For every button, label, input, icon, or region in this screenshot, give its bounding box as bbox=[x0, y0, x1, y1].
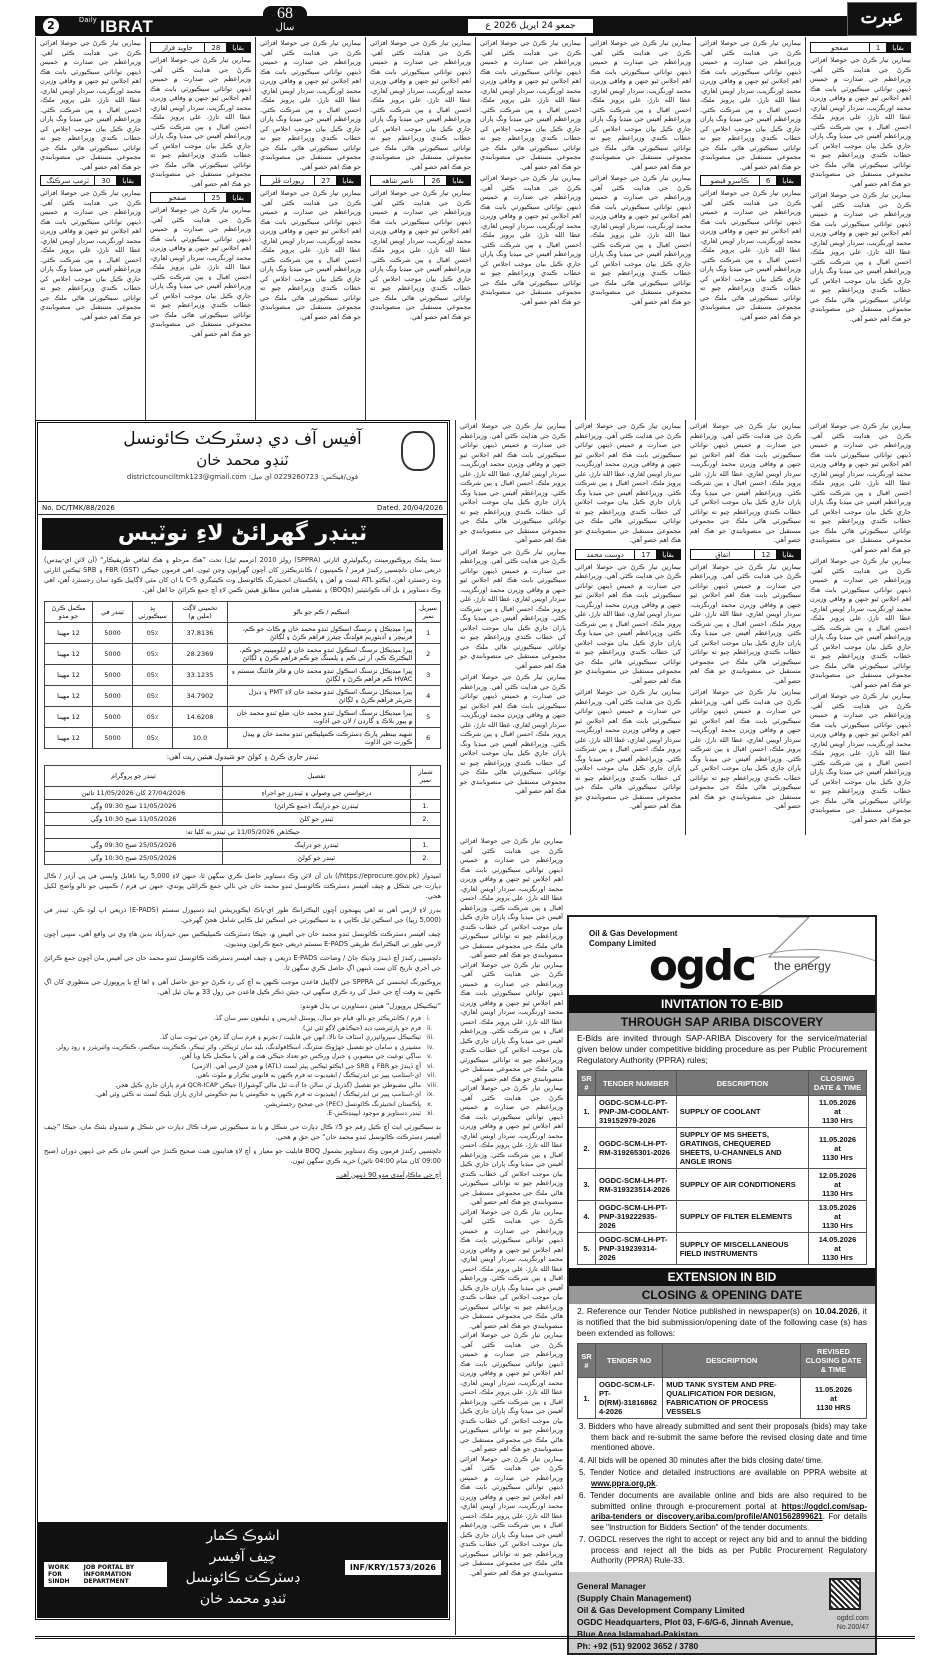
closing-time: 1130 Hrs bbox=[812, 1116, 863, 1125]
schedule-detail: ٽينڊرن جو ڊراپنگ (جمع ڪرائڻ) bbox=[223, 800, 411, 813]
closing-time: 1130 Hrs bbox=[812, 1253, 863, 1262]
notice-intro: سنڌ پبلڪ پروڪيورمينٽ ريگيوليٽري اٿارٽي (SPPRA) رولز 2010 (ترميم ٿيل) تحت ”هڪ مرحلو ۽ هڪ لفافي طريقيڪار“ (آن لائن اي-پيڊس) ذريعي سان دلچسپي رکندڙ فرمز / ڪمپنيون / ڪانٽريڪٽرز کان آڇون گهرايون وڃن ٿيون. اهي فرمون جيڪي FBR (GST) ۽ SRB ٽيڪس اٿارٽي وٽ رجسٽرڊ آهن، ايڪٽو ATL لسٽ ۾ آهن ۽ پاڪستان انجنيئرنگ ڪائونسل وٽ ڪيٽيگري C-5 يا ان کان مٿي لاڳاپيل ڪوڊ سان رجسٽرڊ آهن، اهي وڪ دستاويز ۽ بل آف ڪوانٽيٽيز (BOQs) ۽ تفصيلي هدايتن مطابق هيٺين ڪمن لاءِ آڇ جمع ڪرائڻ جا اهل آهن. bbox=[38, 553, 447, 597]
note-text: All bids will be opened 30 minutes after the bids closing date/ time. bbox=[587, 1456, 823, 1465]
scheme-name: پيرا ميڊيڪل نرسنگ اسڪول ٽنڊو محمد خان ۾ ايلومينيم جو ڪم، اليڪٽرڪ ڪم، آر ٽي ڪم ۽ پلمبنگ جو ڪم فراهم ڪرڻ ۽ لڳائڻ bbox=[228, 644, 416, 665]
sr-number: 5. bbox=[578, 1233, 596, 1265]
serial: 5 bbox=[416, 707, 441, 728]
requirement-text: اي-اسٽامپ پيپر تي انڊرٽيڪنگ / ايفيڊيوٽ ته فرم ڪنهن به قانوني تڪرار ۾ ملوث ناهي. bbox=[195, 1071, 421, 1081]
requirement-numeral: ii. bbox=[427, 1024, 441, 1034]
sr-number: 3. bbox=[578, 1169, 596, 1201]
notice-date: Dated. 20/04/2026 bbox=[377, 504, 443, 512]
scheme-name: شهيد بينظير پارڪ ڊسٽرڪٽ ڪمپليڪس ٽنڊو محمد خان ۾ پيڊل ڪورٽ جي اڏاوت bbox=[228, 728, 416, 749]
logo-tagline: the energy bbox=[774, 959, 831, 973]
closing-date: 14.05.2026 bbox=[812, 1235, 863, 1244]
closing-date-time bbox=[801, 1378, 867, 1419]
closing-date: 12.05.2026 bbox=[812, 1171, 863, 1180]
news-column-r1 bbox=[805, 420, 915, 835]
news-body: بيمارين تيار ڪرڻ جي حوصلا افزائي ڪرڻ جي هدايت ڪئي آهي. وزيراعظم جي صدارت ۾ خميس ڏينهن توانائي سيڪيورٽي بابت هڪ اهم اجلاس ٿيو جنهن ۾ وفاقي وزيرن محمد اورنگزيب، سردار اويس لغاري، عطا الله تارڙ، علي پرويز ملڪ، احسن اقبال ۽ ٻين شرڪت ڪئي. وزيراعظم آفيس جي ميڊيا ونگ پاران جاري ڪيل بيان موجب اجلاس کي خطاب ڪندي وزيراعظم چيو ته توانائي سيڪيورٽي هاڻي ملڪ جي مجموعي مستقبل جي منصوبابندي جو هڪ اهم حصو آهي. bbox=[460, 673, 566, 797]
signature-block bbox=[38, 1522, 447, 1617]
news-column-1 bbox=[805, 37, 915, 420]
year-label: سال bbox=[263, 22, 307, 34]
estimated-cost: 10.0 bbox=[173, 728, 228, 749]
note-text: OGDCL reserves the right to accept or reject any bid and to annul the bidding process and reject all the bids as per Public Procurement Regulatory Authority (PPRA) Rule-33. bbox=[588, 1535, 867, 1565]
news-body: بيمارين تيار ڪرڻ جي حوصلا افزائي ڪرڻ جي هدايت ڪئي آهي. وزيراعظم جي صدارت ۾ خميس ڏينهن توانائي سيڪيورٽي بابت هڪ اهم اجلاس ٿيو جنهن ۾ وفاقي وزيرن محمد اورنگزيب، سردار اويس لغاري، عطا الله تارڙ، علي پرويز ملڪ، احسن اقبال ۽ ٻين شرڪت ڪئي. وزيراعظم آفيس جي ميڊيا ونگ پاران جاري ڪيل بيان موجب اجلاس کي خطاب ڪندي وزيراعظم چيو ته توانائي سيڪيورٽي هاڻي ملڪ جي مجموعي مستقبل جي منصوبابندي جو هڪ اهم حصو آهي. bbox=[690, 688, 801, 812]
page-number: 2 bbox=[43, 18, 59, 34]
requirement-text: آڇ ڏيندڙ جو FBR ۽ SRB جي ايڪٽو ٽيڪس پيئر لسٽ (ATL) ۾ هجڻ لازمي آهي. (لازمي) bbox=[192, 1062, 421, 1072]
year-badge bbox=[263, 6, 307, 36]
requirement-numeral: xi. bbox=[427, 1109, 441, 1119]
page-bottom-rule bbox=[35, 1636, 915, 1639]
schedule-fallback-row bbox=[45, 826, 441, 839]
estimated-cost: 34.7902 bbox=[173, 686, 228, 707]
tender-description: SUPPLY OF AIR CONDITIONERS bbox=[676, 1169, 808, 1201]
tender-row bbox=[578, 1201, 867, 1233]
news-column-2 bbox=[695, 37, 805, 420]
requirement-item bbox=[44, 1100, 441, 1110]
office-contact: فون/فيڪس: 0229260723 اي ميل: districtcounciltmk123@gmail.com bbox=[38, 473, 447, 481]
tender-description: SUPPLY OF MS SHEETS, GRATINGS, CHEQUERED SHEETS, U-CHANNELS AND ANGLE IRONS bbox=[676, 1128, 808, 1169]
note-text-after: . bbox=[656, 1479, 658, 1488]
requirement-item bbox=[44, 1081, 441, 1091]
schedule-row bbox=[45, 800, 441, 813]
notice-paragraph-4: دلچسپي رکندڙ آڇ ڏيندڙ وڌيڪ ڄاڻ / وضاحت E-PADS ذريعي ۽ چيف آفيسر ڊسٽرڪٽ ڪائونسل ٽنڊو محمد خان جي آفيس مان آڇون جمع ڪرائڻ جي آخري تاريخ کان ست ڏينهن اڳ حاصل ڪري سگهن ٿا. bbox=[38, 951, 447, 975]
works-table-row bbox=[45, 707, 441, 728]
tender-number: OGDC-SCM-LH-PT-RM-319265301-2026 bbox=[596, 1128, 677, 1169]
company-name: Oil & Gas Development Company Limited bbox=[589, 929, 699, 949]
brand-name bbox=[79, 17, 153, 37]
tender-description: SUPPLY OF FILTER ELEMENTS bbox=[676, 1201, 808, 1233]
news-body: بيمارين تيار ڪرڻ جي حوصلا افزائي ڪرڻ جي هدايت ڪئي آهي. وزيراعظم جي صدارت ۾ خميس ڏينهن توانائي سيڪيورٽي بابت هڪ اهم اجلاس ٿيو جنهن ۾ وفاقي وزيرن محمد اورنگزيب، سردار اويس لغاري، عطا الله تارڙ، علي پرويز ملڪ، احسن اقبال ۽ ٻين شرڪت ڪئي. وزيراعظم آفيس جي ميڊيا ونگ پاران جاري ڪيل بيان موجب اجلاس کي خطاب ڪندي وزيراعظم چيو ته توانائي سيڪيورٽي هاڻي ملڪ جي مجموعي مستقبل جي منصوبابندي جو هڪ اهم حصو آهي. bbox=[700, 39, 801, 172]
news-column-7 bbox=[145, 37, 255, 420]
news-body: بيمارين تيار ڪرڻ جي حوصلا افزائي ڪرڻ جي هدايت ڪئي آهي. وزيراعظم جي صدارت ۾ خميس ڏينهن توانائي سيڪيورٽي بابت هڪ اهم اجلاس ٿيو جنهن ۾ وفاقي وزيرن محمد اورنگزيب، سردار اويس لغاري، عطا الله تارڙ، علي پرويز ملڪ، احسن اقبال ۽ ٻين شرڪت ڪئي. وزيراعظم آفيس جي ميڊيا ونگ پاران جاري ڪيل بيان موجب اجلاس کي خطاب ڪندي وزيراعظم چيو ته توانائي سيڪيورٽي هاڻي ملڪ جي مجموعي مستقبل جي منصوبابندي جو هڪ اهم حصو آهي. bbox=[40, 189, 141, 322]
news-body: بيمارين تيار ڪرڻ جي حوصلا افزائي ڪرڻ جي هدايت ڪئي آهي. وزيراعظم جي صدارت ۾ خميس ڏينهن توانائي سيڪيورٽي بابت هڪ اهم اجلاس ٿيو جنهن ۾ وفاقي وزيرن محمد اورنگزيب، سردار اويس لغاري، عطا الله تارڙ، علي پرويز ملڪ، احسن اقبال ۽ ٻين شرڪت ڪئي. وزيراعظم آفيس جي ميڊيا ونگ پاران جاري ڪيل بيان موجب اجلاس کي خطاب ڪندي وزيراعظم چيو ته توانائي سيڪيورٽي هاڻي ملڪ جي مجموعي مستقبل جي منصوبابندي جو هڪ اهم حصو آهي. bbox=[480, 174, 581, 307]
news-body: بيمارين تيار ڪرڻ جي حوصلا افزائي ڪرڻ جي هدايت ڪئي آهي. وزيراعظم جي صدارت ۾ خميس ڏينهن توانائي سيڪيورٽي بابت هڪ اهم اجلاس ٿيو جنهن ۾ وفاقي وزيرن محمد اورنگزيب، سردار اويس لغاري، عطا الله تارڙ، علي پرويز ملڪ، احسن اقبال ۽ ٻين شرڪت ڪئي. وزيراعظم آفيس جي ميڊيا ونگ پاران جاري ڪيل بيان موجب اجلاس کي خطاب ڪندي وزيراعظم چيو ته توانائي سيڪيورٽي هاڻي ملڪ جي مجموعي مستقبل جي منصوبابندي جو هڪ اهم حصو آهي. bbox=[460, 548, 566, 672]
sr-number: 2. bbox=[578, 1128, 596, 1169]
requirement-item bbox=[44, 1043, 441, 1053]
requirement-numeral: vii. bbox=[427, 1071, 441, 1081]
tender-row bbox=[578, 1128, 867, 1169]
works-table-row bbox=[45, 623, 441, 644]
bid-security: 05٪ bbox=[133, 623, 173, 644]
schedule-row bbox=[45, 813, 441, 826]
qr-caption bbox=[837, 1614, 869, 1632]
at-label: at bbox=[812, 1244, 863, 1253]
news-column-8 bbox=[35, 37, 145, 420]
estimated-cost: 37.8136 bbox=[173, 623, 228, 644]
requirement-text: پاڪستان انجنيئرنگ ڪائونسل (PEC) جي صحيح رجسٽريشن. bbox=[263, 1100, 421, 1110]
daily-label: Daily bbox=[79, 17, 97, 24]
requirement-text: اي-اسٽامپ پيپر تي انڊرٽيڪنگ / ايفيڊيوٽ ته فرم ڪنهن به حڪومتي يا نيم حڪومتي اداري پاران بليڪ لسٽ نه ڪئي وئي آهي. bbox=[95, 1090, 421, 1100]
schedule-table-header: شمار نمبر تفصيل ٽينڊر جو پروگرام bbox=[45, 766, 441, 787]
schedule-title: ٽينڊر جاري ڪرڻ ۽ کولڻ جو شيڊول هيٺين ريت آهي: bbox=[38, 753, 447, 761]
sr-number: 4. bbox=[578, 1201, 596, 1233]
signatory-title: چيف آفيسر bbox=[178, 1547, 308, 1568]
job-portal-right: JOB PORTAL BY INFORMATION DEPARTMENT bbox=[84, 1564, 163, 1585]
closing-date-time bbox=[809, 1201, 867, 1233]
news-body: بيمارين تيار ڪرڻ جي حوصلا افزائي ڪرڻ جي هدايت ڪئي آهي. وزيراعظم جي صدارت ۾ خميس ڏينهن توانائي سيڪيورٽي بابت هڪ اهم اجلاس ٿيو جنهن ۾ وفاقي وزيرن محمد اورنگزيب، سردار اويس لغاري، عطا الله تارڙ، علي پرويز ملڪ، احسن اقبال ۽ ٻين شرڪت ڪئي. وزيراعظم آفيس جي ميڊيا ونگ پاران جاري ڪيل بيان موجب اجلاس کي خطاب ڪندي وزيراعظم چيو ته توانائي سيڪيورٽي هاڻي ملڪ جي مجموعي مستقبل جي منصوبابندي جو هڪ اهم حصو آهي. bbox=[810, 692, 911, 825]
requirement-numeral: v. bbox=[427, 1052, 441, 1062]
government-emblem-icon bbox=[401, 431, 435, 471]
news-column-r5 bbox=[455, 835, 567, 1635]
schedule-serial: .1 bbox=[411, 800, 441, 813]
schedule-detail: ٽينڊرز جو ڊراپنگ bbox=[223, 839, 411, 852]
job-portal-left: WORK FOR SINDH bbox=[48, 1564, 81, 1585]
requirement-item bbox=[44, 1024, 441, 1034]
tender-fee: 5000 bbox=[93, 707, 133, 728]
tender-fee: 5000 bbox=[93, 644, 133, 665]
requirements-list bbox=[38, 1013, 447, 1120]
works-table-row bbox=[45, 665, 441, 686]
serial: 4 bbox=[416, 686, 441, 707]
news-body: بيمارين تيار ڪرڻ جي حوصلا افزائي ڪرڻ جي هدايت ڪئي آهي. وزيراعظم جي صدارت ۾ خميس ڏينهن توانائي سيڪيورٽي بابت هڪ اهم اجلاس ٿيو جنهن ۾ وفاقي وزيرن محمد اورنگزيب، سردار اويس لغاري، عطا الله تارڙ، علي پرويز ملڪ، احسن اقبال ۽ ٻين شرڪت ڪئي. وزيراعظم آفيس جي ميڊيا ونگ پاران جاري ڪيل بيان موجب اجلاس کي خطاب ڪندي وزيراعظم چيو ته توانائي سيڪيورٽي هاڻي ملڪ جي مجموعي مستقبل جي منصوبابندي جو هڪ اهم حصو آهي. bbox=[370, 39, 471, 172]
news-body: بيمارين تيار ڪرڻ جي حوصلا افزائي ڪرڻ جي هدايت ڪئي آهي. وزيراعظم جي صدارت ۾ خميس ڏينهن توانائي سيڪيورٽي بابت هڪ اهم اجلاس ٿيو جنهن ۾ وفاقي وزيرن محمد اورنگزيب، سردار اويس لغاري، عطا الله تارڙ، علي پرويز ملڪ، احسن اقبال ۽ ٻين شرڪت ڪئي. وزيراعظم آفيس جي ميڊيا ونگ پاران جاري ڪيل بيان موجب اجلاس کي خطاب ڪندي وزيراعظم چيو ته توانائي سيڪيورٽي هاڻي ملڪ جي مجموعي مستقبل جي منصوبابندي جو هڪ اهم حصو آهي. bbox=[575, 422, 681, 546]
tender-body bbox=[38, 423, 447, 1522]
notice-paragraph-2: بڊرز لاءِ لازمي آهي ته اهي پنهنجون آڇون اليڪٽرانڪ طور اي-پاڪ ايڪويزيشن اينڊ ڊسپوزل سسٽم (E-PADS) ذريعي اپ لوڊ ڪن. ٽينڊر في (5,000 رپيا) جي اسڪين ٿيل ڪاپي ۽ بڊ سيڪيورٽي جي اسڪين ٿيل ڪاپي شامل هجڻ گهرجي. bbox=[38, 903, 447, 927]
bid-security: 05٪ bbox=[133, 665, 173, 686]
tender-number: OGDC-SCM-LC-PT-PNP-JM-COOLANT-319152979-2026 bbox=[596, 1096, 677, 1128]
schedule-time: 11/05/2026 صبح 10:30 وڳي bbox=[45, 813, 223, 826]
news-column-r4 bbox=[455, 420, 570, 835]
schedule-row bbox=[45, 852, 441, 865]
requirement-numeral: vi. bbox=[427, 1062, 441, 1072]
office-place: ٽنڊو محمد خان bbox=[38, 451, 447, 469]
scheme-name: پيرا ميڊيڪل نرسنگ اسڪول ٽنڊو محمد خان ۾ فائر فائٽنگ سسٽم ۽ HVAC ڪم فراهم ڪرڻ ۽ لڳائڻ bbox=[228, 665, 416, 686]
ogdc-contact bbox=[569, 1572, 875, 1655]
estimated-cost: 14.6208 bbox=[173, 707, 228, 728]
brand-title: IBRAT bbox=[100, 17, 153, 36]
at-label: at bbox=[804, 1394, 863, 1403]
closing-date: 13.05.2026 bbox=[812, 1203, 863, 1212]
office-title: آفيس آف دي ڊسٽرڪٽ ڪائونسل bbox=[38, 423, 447, 449]
closing-paragraph-3: آڇ جي ماڪارآمدي مدو 90 ڏينهن آهي. bbox=[38, 1168, 447, 1182]
news-body: بيمارين تيار ڪرڻ جي حوصلا افزائي ڪرڻ جي هدايت ڪئي آهي. وزيراعظم جي صدارت ۾ خميس ڏينهن توانائي سيڪيورٽي بابت هڪ اهم اجلاس ٿيو جنهن ۾ وفاقي وزيرن محمد اورنگزيب، سردار اويس لغاري، عطا الله تارڙ، علي پرويز ملڪ، احسن اقبال ۽ ٻين شرڪت ڪئي. وزيراعظم آفيس جي ميڊيا ونگ پاران جاري ڪيل بيان موجب اجلاس کي خطاب ڪندي وزيراعظم چيو ته توانائي سيڪيورٽي هاڻي ملڪ جي مجموعي مستقبل جي منصوبابندي جو هڪ اهم حصو آهي. bbox=[460, 1331, 563, 1455]
serial: 1 bbox=[416, 623, 441, 644]
tender-fee: 5000 bbox=[93, 686, 133, 707]
continuation-tag: بقايا 27 زيورات ڦلر bbox=[260, 175, 361, 186]
note-item bbox=[569, 1490, 875, 1534]
closing-time: 1130 HRS bbox=[804, 1403, 863, 1412]
news-body: بيمارين تيار ڪرڻ جي حوصلا افزائي ڪرڻ جي هدايت ڪئي آهي. وزيراعظم جي صدارت ۾ خميس ڏينهن توانائي سيڪيورٽي بابت هڪ اهم اجلاس ٿيو جنهن ۾ وفاقي وزيرن محمد اورنگزيب، سردار اويس لغاري، عطا الله تارڙ، علي پرويز ملڪ، احسن اقبال ۽ ٻين شرڪت ڪئي. وزيراعظم آفيس جي ميڊيا ونگ پاران جاري ڪيل بيان موجب اجلاس کي خطاب ڪندي وزيراعظم چيو ته توانائي سيڪيورٽي هاڻي ملڪ جي مجموعي مستقبل جي منصوبابندي جو هڪ اهم حصو آهي. bbox=[810, 56, 911, 189]
scheme-name: پيرا ميڊيڪل ۽ نرسنگ اسڪول ٽنڊو محمد خان ۾ ڪاٺ جو ڪم، فرنيچر ۽ آڊيٽوريم فولڊنگ چيئرز فراهم ڪرڻ ۽ لڳائڻ bbox=[228, 623, 416, 644]
continuation-tag: بقايا 28 جاويد فراز bbox=[150, 42, 251, 53]
note-item bbox=[569, 1421, 875, 1455]
news-body: بيمارين تيار ڪرڻ جي حوصلا افزائي ڪرڻ جي هدايت ڪئي آهي. وزيراعظم جي صدارت ۾ خميس ڏينهن توانائي سيڪيورٽي بابت هڪ اهم اجلاس ٿيو جنهن ۾ وفاقي وزيرن محمد اورنگزيب، سردار اويس لغاري، عطا الله تارڙ، علي پرويز ملڪ، احسن اقبال ۽ ٻين شرڪت ڪئي. وزيراعظم آفيس جي ميڊيا ونگ پاران جاري ڪيل بيان موجب اجلاس کي خطاب ڪندي وزيراعظم چيو ته توانائي سيڪيورٽي هاڻي ملڪ جي مجموعي مستقبل جي منصوبابندي جو هڪ اهم حصو آهي. bbox=[40, 39, 141, 172]
news-columns-right bbox=[455, 420, 915, 835]
news-body: بيمارين تيار ڪرڻ جي حوصلا افزائي ڪرڻ جي هدايت ڪئي آهي. وزيراعظم جي صدارت ۾ خميس ڏينهن توانائي سيڪيورٽي بابت هڪ اهم اجلاس ٿيو جنهن ۾ وفاقي وزيرن محمد اورنگزيب، سردار اويس لغاري، عطا الله تارڙ، علي پرويز ملڪ، احسن اقبال ۽ ٻين شرڪت ڪئي. وزيراعظم آفيس جي ميڊيا ونگ پاران جاري ڪيل بيان موجب اجلاس کي خطاب ڪندي وزيراعظم چيو ته توانائي سيڪيورٽي هاڻي ملڪ جي مجموعي مستقبل جي منصوبابندي جو هڪ اهم حصو آهي. bbox=[590, 39, 691, 172]
notice-banner: ٽينڊر گهرائڻ لاءِ نوٽيس bbox=[42, 518, 443, 550]
note-text: Tender Notice and detailed instructions are available on PPRA website at bbox=[590, 1468, 867, 1477]
schedule-time: 25/05/2026 صبح 09:30 وڳي bbox=[45, 839, 223, 852]
news-column-3 bbox=[585, 37, 695, 420]
closing-date: 11.05.2026 bbox=[812, 1135, 863, 1144]
requirement-item bbox=[44, 1052, 441, 1062]
extension-table-header: SR # TENDER NO DESCRIPTION REVISED CLOSING DATE & TIME bbox=[578, 1344, 867, 1378]
heading-extension: EXTENSION IN BID bbox=[569, 1268, 875, 1286]
completion-period: 12 مهينا bbox=[45, 707, 93, 728]
signatory-office: ڊسٽرڪٽ ڪائونسل bbox=[178, 1568, 308, 1589]
at-label: at bbox=[812, 1107, 863, 1116]
contact-line: (Supply Chain Management) bbox=[577, 1592, 867, 1604]
schedule-detail: ٽينڊر جو کولڻ bbox=[223, 852, 411, 865]
news-body: بيمارين تيار ڪرڻ جي حوصلا افزائي ڪرڻ جي هدايت ڪئي آهي. وزيراعظم جي صدارت ۾ خميس ڏينهن توانائي سيڪيورٽي بابت هڪ اهم اجلاس ٿيو جنهن ۾ وفاقي وزيرن محمد اورنگزيب، سردار اويس لغاري، عطا الله تارڙ، علي پرويز ملڪ، احسن اقبال ۽ ٻين شرڪت ڪئي. وزيراعظم آفيس جي ميڊيا ونگ پاران جاري ڪيل بيان موجب اجلاس کي خطاب ڪندي وزيراعظم چيو ته توانائي سيڪيورٽي هاڻي ملڪ جي مجموعي مستقبل جي منصوبابندي جو هڪ اهم حصو آهي. bbox=[810, 557, 911, 690]
news-body: بيمارين تيار ڪرڻ جي حوصلا افزائي ڪرڻ جي هدايت ڪئي آهي. وزيراعظم جي صدارت ۾ خميس ڏينهن توانائي سيڪيورٽي بابت هڪ اهم اجلاس ٿيو جنهن ۾ وفاقي وزيرن محمد اورنگزيب، سردار اويس لغاري، عطا الله تارڙ، علي پرويز ملڪ، احسن اقبال ۽ ٻين شرڪت ڪئي. وزيراعظم آفيس جي ميڊيا ونگ پاران جاري ڪيل بيان موجب اجلاس کي خطاب ڪندي وزيراعظم چيو ته توانائي سيڪيورٽي هاڻي ملڪ جي مجموعي مستقبل جي منصوبابندي جو هڪ اهم حصو آهي. bbox=[460, 1208, 563, 1332]
continuation-tag: بقايا 17 دوست محمد bbox=[575, 549, 681, 560]
news-body: بيمارين تيار ڪرڻ جي حوصلا افزائي ڪرڻ جي هدايت ڪئي آهي. وزيراعظم جي صدارت ۾ خميس ڏينهن توانائي سيڪيورٽي بابت هڪ اهم اجلاس ٿيو جنهن ۾ وفاقي وزيرن محمد اورنگزيب، سردار اويس لغاري، عطا الله تارڙ، علي پرويز ملڪ، احسن اقبال ۽ ٻين شرڪت ڪئي. وزيراعظم آفيس جي ميڊيا ونگ پاران جاري ڪيل بيان موجب اجلاس کي خطاب ڪندي وزيراعظم چيو ته توانائي سيڪيورٽي هاڻي ملڪ جي مجموعي مستقبل جي منصوبابندي جو هڪ اهم حصو آهي. bbox=[575, 688, 681, 812]
note-number: 6. bbox=[579, 1491, 586, 1500]
serial: 3 bbox=[416, 665, 441, 686]
serial: 2 bbox=[416, 644, 441, 665]
ebid-intro: E-Bids are invited through SAP-ARIBA Discovery for the service/material given below under competitive bidding procedure as per Public Procurement Regulatory Authority (PPRA) rules; bbox=[569, 1031, 875, 1068]
tender-number: OGDC-SCM-LH-PT-PNP-319239314-2026 bbox=[596, 1233, 677, 1265]
completion-period: 12 مهينا bbox=[45, 623, 93, 644]
ogdc-logo: ogdc bbox=[649, 941, 755, 990]
scheme-name: پيرا ميڊيڪل نرسنگ اسڪول ٽنڊو محمد خان، ضلع ٽنڊو محمد خان ۾ پيور بلاڪ ۽ گارڊن / لان جي اڏاوت bbox=[228, 707, 416, 728]
works-table-header: سيريل نمبر اسڪيم / ڪم جو نالو تخميني لاڳت (ملين ۾) بِڊ سيڪيورٽي ٽينڊر في مڪمل ڪرڻ جو مدو bbox=[45, 602, 441, 623]
requirement-numeral: ix. bbox=[427, 1090, 441, 1100]
closing-date-time bbox=[809, 1096, 867, 1128]
requirement-text: مشينري ۽ سامان جو تفصيل جهڙوڪ شٽرنگ، اسڪافولڊنگ، بليڊ سان ٽريڪٽر، واٽر ٽينڪر، ڪنڪريٽ ميڪسر، ڪنڪريٽ وائبريٽرز ۽ روڊ رولر. bbox=[56, 1043, 421, 1053]
fallback-note: جيڪڏهن 11/05/2026 تي ٽينڊر نه کليا ته: bbox=[45, 826, 441, 839]
note-item bbox=[569, 1534, 875, 1568]
ebid-table bbox=[577, 1070, 867, 1265]
requirement-numeral: viii. bbox=[427, 1081, 441, 1091]
extension-table bbox=[577, 1343, 867, 1419]
news-body: بيمارين تيار ڪرڻ جي حوصلا افزائي ڪرڻ جي هدايت ڪئي آهي. وزيراعظم جي صدارت ۾ خميس ڏينهن توانائي سيڪيورٽي بابت هڪ اهم اجلاس ٿيو جنهن ۾ وفاقي وزيرن محمد اورنگزيب، سردار اويس لغاري، عطا الله تارڙ، علي پرويز ملڪ، احسن اقبال ۽ ٻين شرڪت ڪئي. وزيراعظم آفيس جي ميڊيا ونگ پاران جاري ڪيل بيان موجب اجلاس کي خطاب ڪندي وزيراعظم چيو ته توانائي سيڪيورٽي هاڻي ملڪ جي مجموعي مستقبل جي منصوبابندي جو هڪ اهم حصو آهي. bbox=[460, 961, 563, 1085]
news-body: بيمارين تيار ڪرڻ جي حوصلا افزائي ڪرڻ جي هدايت ڪئي آهي. وزيراعظم جي صدارت ۾ خميس ڏينهن توانائي سيڪيورٽي بابت هڪ اهم اجلاس ٿيو جنهن ۾ وفاقي وزيرن محمد اورنگزيب، سردار اويس لغاري، عطا الله تارڙ، علي پرويز ملڪ، احسن اقبال ۽ ٻين شرڪت ڪئي. وزيراعظم آفيس جي ميڊيا ونگ پاران جاري ڪيل بيان موجب اجلاس کي خطاب ڪندي وزيراعظم چيو ته توانائي سيڪيورٽي هاڻي ملڪ جي مجموعي مستقبل جي منصوبابندي جو هڪ اهم حصو آهي. bbox=[260, 189, 361, 322]
notice-paragraph-1: اميدوار (https://eprocure.gov.pk/) تان آن لائن وڪ دستاويز حاصل ڪري سگهن ٿا، جنهن لاءِ 5,000 رپيا ناقابل واپسي في پي آرڊر / ڪال ڊپازٽ جي شڪل ۾ چيف آفيسر ڊسٽرڪٽ ڪائونسل ٽنڊو محمد خان جي نالي جمع ڪرائڻي پوندي، جنهن تي فرم / ڪمپني جو نالو واضح لکيل هجي. bbox=[38, 869, 447, 903]
closing-time: 1130 Hrs bbox=[812, 1189, 863, 1198]
closing-paragraph-1: بڊ سيڪيورٽي ايٽ آڇ ڪيل رقم جو 5٪ ڪال ڊپازٽ جي شڪل ۾ يا بڊ سيڪيورٽي صرف ڪال ڊپازٽ جي شڪل ۾ شيڊولڊ بئنڪ مان، جيڪا ”چيف آفيسر ڊسٽرڪٽ ڪائونسل ٽنڊو محمد خان“ جي حق ۾ هجي. bbox=[38, 1120, 447, 1144]
news-column-r2 bbox=[685, 420, 805, 835]
continuation-tag: بقايا 12 اتفاق bbox=[690, 549, 801, 560]
schedule-serial: .2 bbox=[411, 852, 441, 865]
signatory-place: ٽنڊو محمد خان bbox=[178, 1589, 308, 1610]
heading-ariba: THROUGH SAP ARIBA DISCOVERY bbox=[569, 1013, 875, 1031]
tender-notice-ad bbox=[35, 420, 450, 1620]
bid-security: 05٪ bbox=[133, 728, 173, 749]
requirement-item bbox=[44, 1033, 441, 1043]
requirement-text: فرم جو پارٽنرشپ ڊيڊ (جيڪڏهن لاڳو ٿئي ٿي). bbox=[301, 1024, 421, 1034]
ogdc-notes bbox=[569, 1421, 875, 1568]
qr-code-icon[interactable] bbox=[829, 1578, 861, 1610]
note-number: 7. bbox=[579, 1535, 586, 1544]
at-label: at bbox=[812, 1144, 863, 1153]
continuation-tag: بقايا 26 ناصر شاهه bbox=[370, 175, 471, 186]
requirement-numeral: iv. bbox=[427, 1043, 441, 1053]
news-body: بيمارين تيار ڪرڻ جي حوصلا افزائي ڪرڻ جي هدايت ڪئي آهي. وزيراعظم جي صدارت ۾ خميس ڏينهن توانائي سيڪيورٽي بابت هڪ اهم اجلاس ٿيو جنهن ۾ وفاقي وزيرن محمد اورنگزيب، سردار اويس لغاري، عطا الله تارڙ، علي پرويز ملڪ، احسن اقبال ۽ ٻين شرڪت ڪئي. وزيراعظم آفيس جي ميڊيا ونگ پاران جاري ڪيل بيان موجب اجلاس کي خطاب ڪندي وزيراعظم چيو ته توانائي سيڪيورٽي هاڻي ملڪ جي مجموعي مستقبل جي منصوبابندي جو هڪ اهم حصو آهي. bbox=[460, 422, 566, 546]
tender-number: OGDC-SCM-LH-PT-RM-319323514-2026 bbox=[596, 1169, 677, 1201]
tender-row bbox=[578, 1096, 867, 1128]
requirement-text: مالي مضبوطي جو تفصيل (گذريل ٽن سالن جا آڊٽ ٿيل مالي گوشوارا) جيڪي QCR-ICAP فرم پاران جاري ڪيل هجن. bbox=[114, 1081, 421, 1091]
news-body: بيمارين تيار ڪرڻ جي حوصلا افزائي ڪرڻ جي هدايت ڪئي آهي. وزيراعظم جي صدارت ۾ خميس ڏينهن توانائي سيڪيورٽي بابت هڪ اهم اجلاس ٿيو جنهن ۾ وفاقي وزيرن محمد اورنگزيب، سردار اويس لغاري، عطا الله تارڙ، علي پرويز ملڪ، احسن اقبال ۽ ٻين شرڪت ڪئي. وزيراعظم آفيس جي ميڊيا ونگ پاران جاري ڪيل بيان موجب اجلاس کي خطاب ڪندي وزيراعظم چيو ته توانائي سيڪيورٽي هاڻي ملڪ جي مجموعي مستقبل جي منصوبابندي جو هڪ اهم حصو آهي. bbox=[460, 1084, 563, 1208]
note-text: Bidders who have already submitted and sent their proposals (bids) may take them back and re-submit the same before the revised closing date and time mentioned above. bbox=[588, 1422, 867, 1452]
issue-date: جمعو 24 اپريل 2026 ع bbox=[468, 19, 593, 33]
tender-description: SUPPLY OF MISCELLANEOUS FIELD INSTRUMENTS bbox=[676, 1233, 808, 1265]
schedule-time: 25/05/2026 صبح 10:30 وڳي bbox=[45, 852, 223, 865]
tender-fee: 5000 bbox=[93, 665, 133, 686]
closing-paragraph-2: دلچسپي رکندڙ فرمون وڪ دستاويز بشمول BOQ قابليت جو معيار ۽ آڇ لاءِ هدايتون هيٺ صحيح ڪندڙ جي آفيس مان ڪم جي ڏينهن دوران (صبح 09:00 کان شام 04:00 تائين) خريد ڪري سگهن ٿيون. bbox=[38, 1144, 447, 1168]
note-item bbox=[569, 1455, 875, 1468]
requirement-item bbox=[44, 1109, 441, 1119]
closing-time: 1130 Hrs bbox=[812, 1221, 863, 1230]
note-number: 5. bbox=[579, 1468, 586, 1477]
news-column-6 bbox=[255, 37, 365, 420]
news-body: بيمارين تيار ڪرڻ جي حوصلا افزائي ڪرڻ جي هدايت ڪئي آهي. وزيراعظم جي صدارت ۾ خميس ڏينهن توانائي سيڪيورٽي بابت هڪ اهم اجلاس ٿيو جنهن ۾ وفاقي وزيرن محمد اورنگزيب، سردار اويس لغاري، عطا الله تارڙ، علي پرويز ملڪ، احسن اقبال ۽ ٻين شرڪت ڪئي. وزيراعظم آفيس جي ميڊيا ونگ پاران جاري ڪيل بيان موجب اجلاس کي خطاب ڪندي وزيراعظم چيو ته توانائي سيڪيورٽي هاڻي ملڪ جي مجموعي مستقبل جي منصوبابندي جو هڪ اهم حصو آهي. bbox=[590, 174, 691, 307]
tender-description: MUD TANK SYSTEM AND PRE-QUALIFICATION FOR DESIGN, FABRICATION OF PROCESS VESSELS bbox=[663, 1378, 801, 1419]
completion-period: 12 مهينا bbox=[45, 728, 93, 749]
news-body: بيمارين تيار ڪرڻ جي حوصلا افزائي ڪرڻ جي هدايت ڪئي آهي. وزيراعظم جي صدارت ۾ خميس ڏينهن توانائي سيڪيورٽي بابت هڪ اهم اجلاس ٿيو جنهن ۾ وفاقي وزيرن محمد اورنگزيب، سردار اويس لغاري، عطا الله تارڙ، علي پرويز ملڪ، احسن اقبال ۽ ٻين شرڪت ڪئي. وزيراعظم آفيس جي ميڊيا ونگ پاران جاري ڪيل بيان موجب اجلاس کي خطاب ڪندي وزيراعظم چيو ته توانائي سيڪيورٽي هاڻي ملڪ جي مجموعي مستقبل جي منصوبابندي جو هڪ اهم حصو آهي. bbox=[690, 422, 801, 546]
signatory-name: اشوڪ ڪمار bbox=[178, 1526, 308, 1547]
ad-number: No.200/47 bbox=[837, 1623, 869, 1632]
schedule-serial: .2 bbox=[411, 813, 441, 826]
notice-paragraph-6: ”ٽيڪنيڪل پروپوزل“ هيٺين دستاويزن تي ٻڌل هوندو: bbox=[38, 999, 447, 1013]
tender-row bbox=[578, 1169, 867, 1201]
news-body: بيمارين تيار ڪرڻ جي حوصلا افزائي ڪرڻ جي هدايت ڪئي آهي. وزيراعظم جي صدارت ۾ خميس ڏينهن توانائي سيڪيورٽي بابت هڪ اهم اجلاس ٿيو جنهن ۾ وفاقي وزيرن محمد اورنگزيب، سردار اويس لغاري، عطا الله تارڙ، علي پرويز ملڪ، احسن اقبال ۽ ٻين شرڪت ڪئي. وزيراعظم آفيس جي ميڊيا ونگ پاران جاري ڪيل بيان موجب اجلاس کي خطاب ڪندي وزيراعظم چيو ته توانائي سيڪيورٽي هاڻي ملڪ جي مجموعي مستقبل جي منصوبابندي جو هڪ اهم حصو آهي. bbox=[700, 189, 801, 322]
estimated-cost: 28.2369 bbox=[173, 644, 228, 665]
requirement-text: ٽيڪنيڪل سپروائيزري اسٽاف جا نالا، انهن جي قابليت / تجربو ۽ فرم سان گڏ رهڻ جي ثبوت سان گڏ. bbox=[160, 1033, 421, 1043]
works-table-row bbox=[45, 686, 441, 707]
completion-period: 12 مهينا bbox=[45, 686, 93, 707]
ebid-table-header: SR # TENDER NUMBER DESCRIPTION CLOSING DATE & TIME bbox=[578, 1071, 867, 1096]
contact-line: General Manager bbox=[577, 1580, 867, 1592]
sr-number: 1. bbox=[578, 1378, 596, 1419]
works-table bbox=[44, 601, 441, 749]
schedule-time: 27/04/2026 کان 11/05/2026 تائين bbox=[45, 787, 223, 800]
news-body: بيمارين تيار ڪرڻ جي حوصلا افزائي ڪرڻ جي هدايت ڪئي آهي. وزيراعظم جي صدارت ۾ خميس ڏينهن توانائي سيڪيورٽي بابت هڪ اهم اجلاس ٿيو جنهن ۾ وفاقي وزيرن محمد اورنگزيب، سردار اويس لغاري، عطا الله تارڙ، علي پرويز ملڪ، احسن اقبال ۽ ٻين شرڪت ڪئي. وزيراعظم آفيس جي ميڊيا ونگ پاران جاري ڪيل بيان موجب اجلاس کي خطاب ڪندي وزيراعظم چيو ته توانائي سيڪيورٽي هاڻي ملڪ جي مجموعي مستقبل جي منصوبابندي جو هڪ اهم حصو آهي. bbox=[150, 56, 251, 189]
bid-security: 05٪ bbox=[133, 644, 173, 665]
scheme-name: پيرا ميڊيڪل نرسنگ اسڪول ٽنڊو محمد خان لاءِ PMT ۽ ڊيزل جنريٽر فراهم ڪرڻ ۽ لڳائڻ bbox=[228, 686, 416, 707]
note-item bbox=[569, 1467, 875, 1490]
requirement-text: فرم / ڪانٽريڪٽر جو نالو، قيام جو سال، پوسٽل ايڊريس ۽ ٽيليفون نمبر سان گڏ. bbox=[214, 1014, 421, 1024]
tender-fee: 5000 bbox=[93, 623, 133, 644]
schedule-detail: ٽينڊر جو کلڻ bbox=[223, 813, 411, 826]
note-number: 4. bbox=[579, 1456, 586, 1465]
news-column-5 bbox=[365, 37, 475, 420]
news-body: بيمارين تيار ڪرڻ جي حوصلا افزائي ڪرڻ جي هدايت ڪئي آهي. وزيراعظم جي صدارت ۾ خميس ڏينهن توانائي سيڪيورٽي بابت هڪ اهم اجلاس ٿيو جنهن ۾ وفاقي وزيرن محمد اورنگزيب، سردار اويس لغاري، عطا الله تارڙ، علي پرويز ملڪ، احسن اقبال ۽ ٻين شرڪت ڪئي. وزيراعظم آفيس جي ميڊيا ونگ پاران جاري ڪيل بيان موجب اجلاس کي خطاب ڪندي وزيراعظم چيو ته توانائي سيڪيورٽي هاڻي ملڪ جي مجموعي مستقبل جي منصوبابندي جو هڪ اهم حصو آهي. bbox=[480, 39, 581, 172]
note-link[interactable]: www.ppra.org.pk bbox=[591, 1479, 656, 1488]
note-number: 3. bbox=[579, 1422, 586, 1431]
news-column-4 bbox=[475, 37, 585, 420]
closing-date: 11.05.2026 bbox=[812, 1098, 863, 1107]
works-table-row bbox=[45, 644, 441, 665]
at-label: at bbox=[812, 1212, 863, 1221]
ogdc-ebid-ad bbox=[567, 915, 877, 1655]
notice-paragraph-3: چيف آفيسر ڊسٽرڪٽ ڪائونسل ٽنڊو محمد خان جي آفيس ۾، جيڪا ڊسٽرڪٽ ڪمپليڪس مين حيدرآباد بدين هاءِ وي تي واقع آهي، سڀني آڇون لازمي طور تي اليڪٽرانڪ طريقي E-PADS سسٽم ذريعي جمع ڪرايون وينديون. bbox=[38, 927, 447, 951]
closing-date-time bbox=[809, 1233, 867, 1265]
schedule-serial bbox=[411, 787, 441, 800]
requirement-item bbox=[44, 1014, 441, 1024]
schedule-serial: .1 bbox=[411, 839, 441, 852]
contact-line: Blue Area Islamabad-Pakistan. bbox=[577, 1628, 867, 1640]
bid-security: 05٪ bbox=[133, 707, 173, 728]
signatory bbox=[178, 1526, 308, 1610]
news-body: بيمارين تيار ڪرڻ جي حوصلا افزائي ڪرڻ جي هدايت ڪئي آهي. وزيراعظم جي صدارت ۾ خميس ڏينهن توانائي سيڪيورٽي بابت هڪ اهم اجلاس ٿيو جنهن ۾ وفاقي وزيرن محمد اورنگزيب، سردار اويس لغاري، عطا الله تارڙ، علي پرويز ملڪ، احسن اقبال ۽ ٻين شرڪت ڪئي. وزيراعظم آفيس جي ميڊيا ونگ پاران جاري ڪيل بيان موجب اجلاس کي خطاب ڪندي وزيراعظم چيو ته توانائي سيڪيورٽي هاڻي ملڪ جي مجموعي مستقبل جي منصوبابندي جو هڪ اهم حصو آهي. bbox=[460, 1455, 563, 1579]
news-body: بيمارين تيار ڪرڻ جي حوصلا افزائي ڪرڻ جي هدايت ڪئي آهي. وزيراعظم جي صدارت ۾ خميس ڏينهن توانائي سيڪيورٽي بابت هڪ اهم اجلاس ٿيو جنهن ۾ وفاقي وزيرن محمد اورنگزيب، سردار اويس لغاري، عطا الله تارڙ، علي پرويز ملڪ، احسن اقبال ۽ ٻين شرڪت ڪئي. وزيراعظم آفيس جي ميڊيا ونگ پاران جاري ڪيل بيان موجب اجلاس کي خطاب ڪندي وزيراعظم چيو ته توانائي سيڪيورٽي هاڻي ملڪ جي مجموعي مستقبل جي منصوبابندي جو هڪ اهم حصو آهي. bbox=[690, 563, 801, 687]
note-text-after: . For details see "Instruction for Bidders Section" of the tender documents. bbox=[591, 1512, 867, 1532]
news-body: بيمارين تيار ڪرڻ جي حوصلا افزائي ڪرڻ جي هدايت ڪئي آهي. وزيراعظم جي صدارت ۾ خميس ڏينهن توانائي سيڪيورٽي بابت هڪ اهم اجلاس ٿيو جنهن ۾ وفاقي وزيرن محمد اورنگزيب، سردار اويس لغاري، عطا الله تارڙ، علي پرويز ملڪ، احسن اقبال ۽ ٻين شرڪت ڪئي. وزيراعظم آفيس جي ميڊيا ونگ پاران جاري ڪيل بيان موجب اجلاس کي خطاب ڪندي وزيراعظم چيو ته توانائي سيڪيورٽي هاڻي ملڪ جي مجموعي مستقبل جي منصوبابندي جو هڪ اهم حصو آهي. bbox=[460, 837, 563, 961]
at-label: at bbox=[812, 1180, 863, 1189]
job-portal-badge bbox=[44, 1562, 167, 1587]
schedule-time: 11/05/2026 صبح 09:30 وڳي bbox=[45, 800, 223, 813]
year-number: 68 bbox=[263, 6, 307, 22]
contact-phone: Ph: +92 (51) 92002 3652 / 3780 bbox=[577, 1640, 867, 1652]
newspaper-logo: عبرت bbox=[847, 2, 917, 36]
news-columns bbox=[35, 37, 915, 420]
tender-row bbox=[578, 1233, 867, 1265]
contact-line: Oil & Gas Development Company Limited bbox=[577, 1604, 867, 1616]
news-body: بيمارين تيار ڪرڻ جي حوصلا افزائي ڪرڻ جي هدايت ڪئي آهي. وزيراعظم جي صدارت ۾ خميس ڏينهن توانائي سيڪيورٽي بابت هڪ اهم اجلاس ٿيو جنهن ۾ وفاقي وزيرن محمد اورنگزيب، سردار اويس لغاري، عطا الله تارڙ، علي پرويز ملڪ، احسن اقبال ۽ ٻين شرڪت ڪئي. وزيراعظم آفيس جي ميڊيا ونگ پاران جاري ڪيل بيان موجب اجلاس کي خطاب ڪندي وزيراعظم چيو ته توانائي سيڪيورٽي هاڻي ملڪ جي مجموعي مستقبل جي منصوبابندي جو هڪ اهم حصو آهي. bbox=[810, 422, 911, 555]
estimated-cost: 33.1235 bbox=[173, 665, 228, 686]
inf-number: INF/KRY/1573/2026 bbox=[345, 1560, 441, 1575]
schedule-detail: درخواستن جي وصولي ۽ ٽينڊرز جو اجراءِ bbox=[223, 787, 411, 800]
ogdc-flow bbox=[569, 917, 875, 1655]
requirement-numeral: iii. bbox=[427, 1033, 441, 1043]
schedule-row bbox=[45, 787, 441, 800]
continuation-tag: بقايا 25 صفحو bbox=[150, 192, 251, 203]
requirement-item bbox=[44, 1071, 441, 1081]
news-body: بيمارين تيار ڪرڻ جي حوصلا افزائي ڪرڻ جي هدايت ڪئي آهي. وزيراعظم جي صدارت ۾ خميس ڏينهن توانائي سيڪيورٽي بابت هڪ اهم اجلاس ٿيو جنهن ۾ وفاقي وزيرن محمد اورنگزيب، سردار اويس لغاري، عطا الله تارڙ، علي پرويز ملڪ، احسن اقبال ۽ ٻين شرڪت ڪئي. وزيراعظم آفيس جي ميڊيا ونگ پاران جاري ڪيل بيان موجب اجلاس کي خطاب ڪندي وزيراعظم چيو ته توانائي سيڪيورٽي هاڻي ملڪ جي مجموعي مستقبل جي منصوبابندي جو هڪ اهم حصو آهي. bbox=[370, 189, 471, 322]
news-column-r3 bbox=[570, 420, 685, 835]
news-body: بيمارين تيار ڪرڻ جي حوصلا افزائي ڪرڻ جي هدايت ڪئي آهي. وزيراعظم جي صدارت ۾ خميس ڏينهن توانائي سيڪيورٽي بابت هڪ اهم اجلاس ٿيو جنهن ۾ وفاقي وزيرن محمد اورنگزيب، سردار اويس لغاري، عطا الله تارڙ، علي پرويز ملڪ، احسن اقبال ۽ ٻين شرڪت ڪئي. وزيراعظم آفيس جي ميڊيا ونگ پاران جاري ڪيل بيان موجب اجلاس کي خطاب ڪندي وزيراعظم چيو ته توانائي سيڪيورٽي هاڻي ملڪ جي مجموعي مستقبل جي منصوبابندي جو هڪ اهم حصو آهي. bbox=[575, 563, 681, 687]
sr-number: 1. bbox=[578, 1096, 596, 1128]
tender-fee: 5000 bbox=[93, 728, 133, 749]
continuation-tag: بقايا 30 ٽرمپ سرڪنگ bbox=[40, 175, 141, 186]
tender-number: OGDC-SCM-LH-PT-PNP-319222935-2026 bbox=[596, 1201, 677, 1233]
works-table-row bbox=[45, 728, 441, 749]
completion-period: 12 مهينا bbox=[45, 665, 93, 686]
news-body: بيمارين تيار ڪرڻ جي حوصلا افزائي ڪرڻ جي هدايت ڪئي آهي. وزيراعظم جي صدارت ۾ خميس ڏينهن توانائي سيڪيورٽي بابت هڪ اهم اجلاس ٿيو جنهن ۾ وفاقي وزيرن محمد اورنگزيب، سردار اويس لغاري، عطا الله تارڙ، علي پرويز ملڪ، احسن اقبال ۽ ٻين شرڪت ڪئي. وزيراعظم آفيس جي ميڊيا ونگ پاران جاري ڪيل بيان موجب اجلاس کي خطاب ڪندي وزيراعظم چيو ته توانائي سيڪيورٽي هاڻي ملڪ جي مجموعي مستقبل جي منصوبابندي جو هڪ اهم حصو آهي. bbox=[260, 39, 361, 172]
bid-security: 05٪ bbox=[133, 686, 173, 707]
news-body: بيمارين تيار ڪرڻ جي حوصلا افزائي ڪرڻ جي هدايت ڪئي آهي. وزيراعظم جي صدارت ۾ خميس ڏينهن توانائي سيڪيورٽي بابت هڪ اهم اجلاس ٿيو جنهن ۾ وفاقي وزيرن محمد اورنگزيب، سردار اويس لغاري، عطا الله تارڙ، علي پرويز ملڪ، احسن اقبال ۽ ٻين شرڪت ڪئي. وزيراعظم آفيس جي ميڊيا ونگ پاران جاري ڪيل بيان موجب اجلاس کي خطاب ڪندي وزيراعظم چيو ته توانائي سيڪيورٽي هاڻي ملڪ جي مجموعي مستقبل جي منصوبابندي جو هڪ اهم حصو آهي. bbox=[150, 206, 251, 339]
website-label: ogdcl.com bbox=[837, 1614, 869, 1623]
schedule-table bbox=[44, 765, 441, 865]
continuation-tag: بقايا 6 ڪاسرو قبضو bbox=[700, 175, 801, 186]
requirement-item bbox=[44, 1090, 441, 1100]
requirement-numeral: x. bbox=[427, 1100, 441, 1110]
requirement-item bbox=[44, 1062, 441, 1072]
contact-line: OGDC Headquarters, Plot 03, F-6/G-6, Jinnah Avenue, bbox=[577, 1616, 867, 1628]
news-body: بيمارين تيار ڪرڻ جي حوصلا افزائي ڪرڻ جي هدايت ڪئي آهي. وزيراعظم جي صدارت ۾ خميس ڏينهن توانائي سيڪيورٽي بابت هڪ اهم اجلاس ٿيو جنهن ۾ وفاقي وزيرن محمد اورنگزيب، سردار اويس لغاري، عطا الله تارڙ، علي پرويز ملڪ، احسن اقبال ۽ ٻين شرڪت ڪئي. وزيراعظم آفيس جي ميڊيا ونگ پاران جاري ڪيل بيان موجب اجلاس کي خطاب ڪندي وزيراعظم چيو ته توانائي سيڪيورٽي هاڻي ملڪ جي مجموعي مستقبل جي منصوبابندي جو هڪ اهم حصو آهي. bbox=[810, 191, 911, 324]
completion-period: 12 مهينا bbox=[45, 644, 93, 665]
lightning-bolt-icon bbox=[739, 917, 877, 995]
extension-note: 2. Reference our Tender Notice published in newspaper(s) on 10.04.2026, it is notified that the bid submission/opening date of the following case (s) has been extended as follows: bbox=[569, 1304, 875, 1341]
continuation-tag: بقايا 1 صفحو bbox=[810, 42, 911, 53]
note-text: Tender documents are available online and bids are also required to be submitted online through e-procurement portal at bbox=[590, 1491, 867, 1511]
tender-description: SUPPLY OF COOLANT bbox=[676, 1096, 808, 1128]
closing-date: 11.05.2026 bbox=[804, 1385, 863, 1394]
tender-row bbox=[578, 1378, 867, 1419]
closing-time: 1130 Hrs bbox=[812, 1153, 863, 1162]
requirement-text: ٽينڊر دستاويز ۾ موجود ايپينڊڪس-E. bbox=[326, 1109, 421, 1119]
requirement-numeral: i. bbox=[427, 1014, 441, 1024]
notice-paragraph-5: پروڪيورنگ ايجنسي کي SPPRA جي لاڳاپيل قاعدن موجب ڪنهن به آڇ کي رد ڪرڻ جو حق حاصل آهي ۽ اها آڇ يا پروپوزل جي منظوري کان اڳ ڪنهن به وقت آڇ جي عمل کي رد ڪري سگهي ٿي، جيئن ذڪر ڪيل قاعدن جي رول 33 ۾ بيان ٿيل آهي. bbox=[38, 975, 447, 999]
tender-header bbox=[38, 423, 447, 501]
heading-invitation: INVITATION TO E-BID bbox=[569, 995, 875, 1013]
masthead bbox=[35, 16, 915, 36]
tender-number: OGDC-SCM-LF-PT-D(RM)-318168624-2026 bbox=[596, 1378, 663, 1419]
reference-number: No. DC/TMK/88/2026 bbox=[42, 504, 115, 512]
schedule-row bbox=[45, 839, 441, 852]
closing-date-time bbox=[809, 1128, 867, 1169]
reference-row bbox=[38, 501, 447, 515]
ogdc-logo-area bbox=[569, 917, 875, 995]
serial: 6 bbox=[416, 728, 441, 749]
closing-date-time bbox=[809, 1169, 867, 1201]
heading-closing-opening: CLOSING & OPENING DATE bbox=[569, 1286, 875, 1304]
note-link[interactable]: https://ogdcl.com/sap-ariba-tenders or discovery.ariba.com/profile/AN01562899621 bbox=[591, 1502, 867, 1522]
requirement-text: ساڳي نوعيت جي منصوبن ۽ جنرل ورڪس جو تعداد جيڪي هٿ ۾ آهن يا مڪمل ڪيا ويا آهن. bbox=[180, 1052, 421, 1062]
